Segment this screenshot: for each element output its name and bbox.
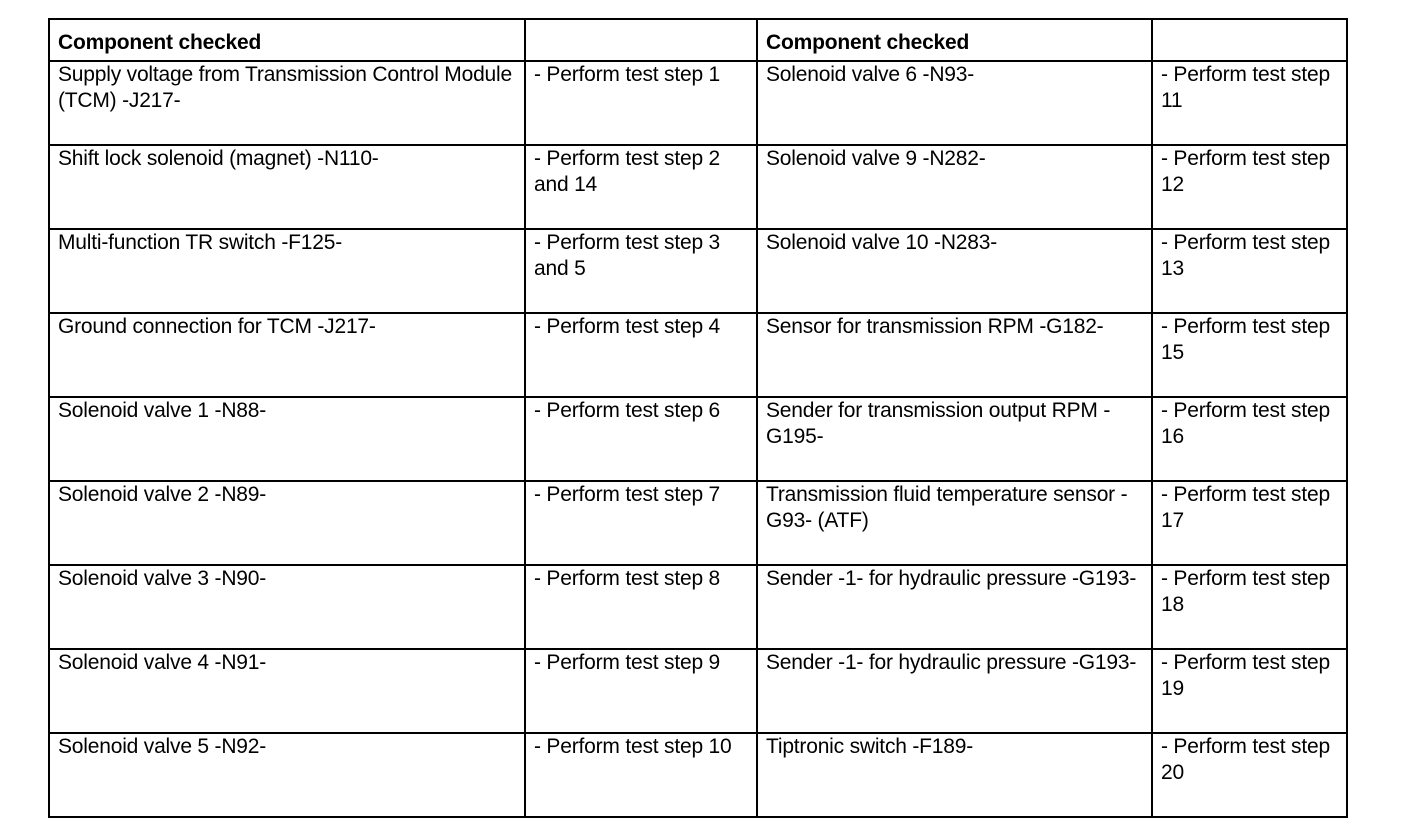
test-step-cell: - Perform test step 20 [1152,733,1347,817]
test-step-cell: - Perform test step 19 [1152,649,1347,733]
component-cell: Sender -1- for hydraulic pressure -G193- [757,649,1152,733]
test-step-cell: - Perform test step 8 [525,565,757,649]
component-cell: Sensor for transmission RPM -G182- [757,313,1152,397]
component-cell: Solenoid valve 5 -N92- [49,733,525,817]
header-component-right: Component checked [757,19,1152,61]
component-cell: Shift lock solenoid (magnet) -N110- [49,145,525,229]
table-row [49,397,1347,481]
test-step-cell: - Perform test step 2 and 14 [525,145,757,229]
table-row [49,565,1347,649]
table-row [49,481,1347,565]
component-cell: Ground connection for TCM -J217- [49,313,525,397]
test-step-cell: - Perform test step 3 and 5 [525,229,757,313]
test-step-cell: - Perform test step 12 [1152,145,1347,229]
component-cell: Solenoid valve 9 -N282- [757,145,1152,229]
component-cell: Solenoid valve 3 -N90- [49,565,525,649]
table-row [49,313,1347,397]
component-cell: Solenoid valve 2 -N89- [49,481,525,565]
component-cell: Sender -1- for hydraulic pressure -G193- [757,565,1152,649]
test-step-table [48,18,1348,818]
component-cell: Transmission fluid temperature sensor -G93- (ATF) [757,481,1152,565]
component-cell: Tiptronic switch -F189- [757,733,1152,817]
table-row [49,61,1347,145]
test-step-cell: - Perform test step 6 [525,397,757,481]
test-step-cell: - Perform test step 10 [525,733,757,817]
table-row [49,229,1347,313]
test-step-cell: - Perform test step 9 [525,649,757,733]
test-step-cell: - Perform test step 4 [525,313,757,397]
table-row [49,733,1347,817]
test-step-cell: - Perform test step 18 [1152,565,1347,649]
header-component-left: Component checked [49,19,525,61]
table-row [49,649,1347,733]
table-header-row [49,19,1347,61]
component-cell: Multi-function TR switch -F125- [49,229,525,313]
header-step-left [525,19,757,61]
table-row [49,145,1347,229]
component-cell: Solenoid valve 4 -N91- [49,649,525,733]
test-step-cell: - Perform test step 13 [1152,229,1347,313]
component-cell: Sender for transmission output RPM -G195- [757,397,1152,481]
component-cell: Solenoid valve 6 -N93- [757,61,1152,145]
component-cell: Solenoid valve 10 -N283- [757,229,1152,313]
test-step-cell: - Perform test step 17 [1152,481,1347,565]
component-cell: Solenoid valve 1 -N88- [49,397,525,481]
test-step-cell: - Perform test step 1 [525,61,757,145]
test-step-cell: - Perform test step 16 [1152,397,1347,481]
header-step-right [1152,19,1347,61]
test-step-cell: - Perform test step 11 [1152,61,1347,145]
test-step-cell: - Perform test step 7 [525,481,757,565]
test-step-cell: - Perform test step 15 [1152,313,1347,397]
component-cell: Supply voltage from Transmission Control Module (TCM) -J217- [49,61,525,145]
